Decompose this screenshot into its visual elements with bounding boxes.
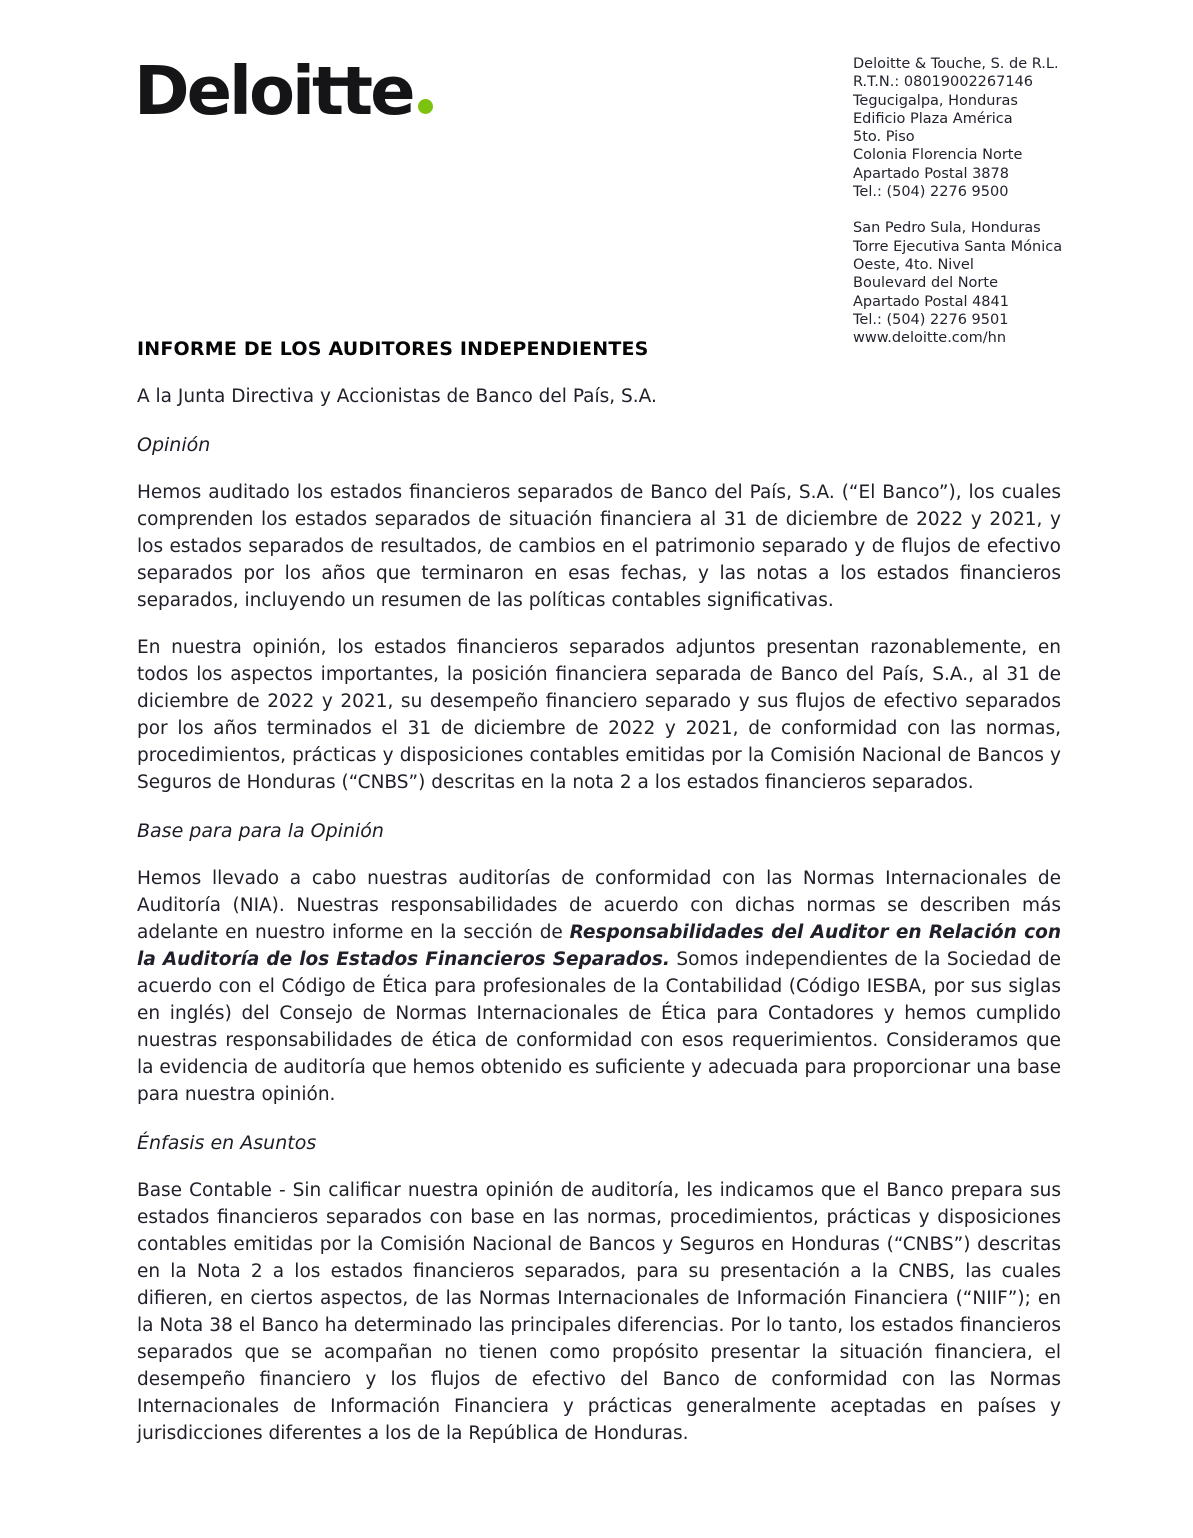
letter-body	[137, 336, 1061, 1447]
address-line: Colonia Florencia Norte	[853, 147, 1023, 164]
deloitte-logo	[134, 52, 433, 130]
opinion-paragraph-1: Hemos auditado los estados financieros separados de Banco del País, S.A. (“El Banco”), los cuales comprenden los estados separados de situación financiera al 31 de diciembre de 2022 y 2021, y los estados separados de resultados, de cambios en el patrimonio separado y de flujos de efectivo separados por los años que terminaron en esas fechas, y las notas a los estados financieros separados, incluyendo un resumen de las políticas contables significativas.	[137, 482, 1061, 611]
text-segment: Somos independientes de la Sociedad de acuerdo con el Código de Ética para profesionales de la Contabilidad (Código IESBA, por sus siglas en inglés) del Consejo de Normas Internacionales de Ética para Contadores y hemos cumplido nuestras responsabilidades de ética de conformidad con esos requerimientos. Consideramos que la evidencia de auditoría que hemos obtenido es suficiente y adecuada para proporcionar una base para nuestra opinión.	[137, 949, 1061, 1105]
address-line: Tel.: (504) 2276 9500	[853, 184, 1009, 201]
address-line: Edificio Plaza América	[853, 110, 1013, 127]
address-line: Tegucigalpa, Honduras	[853, 92, 1018, 109]
letterhead-addresses	[853, 55, 1113, 347]
address-line: www.deloitte.com/hn	[853, 330, 1007, 347]
address-line: 5to. Piso	[853, 129, 915, 146]
address-line: Torre Ejecutiva Santa Mónica	[853, 238, 1063, 255]
addressee-line: A la Junta Directiva y Accionistas de Banco del País, S.A.	[137, 386, 657, 407]
report-title: INFORME DE LOS AUDITORES INDEPENDIENTES	[137, 338, 649, 360]
address-line: Boulevard del Norte	[853, 275, 998, 292]
emphasis-of-matters-paragraph: Base Contable - Sin calificar nuestra opinión de auditoría, les indicamos que el Banco prepara sus estados financieros separados con base en las normas, procedimientos, prácticas y disposiciones contables emitidas por la Comisión Nacional de Bancos y Seguros en Honduras (“CNBS”) descritas en la Nota 2 a los estados financieros separados, para su presentación a la CNBS, las cuales difieren, en ciertos aspectos, de las Normas Internacionales de Información Financiera (“NIIF”); en la Nota 38 el Banco ha determinado las principales diferencias. Por lo tanto, los estados financieros separados que se acompañan no tienen como propósito presentar la situación financiera, el desempeño financiero y los flujos de efectivo del Banco de conformidad con las Normas Internacionales de Información Financiera y prácticas generalmente aceptadas en países y jurisdicciones diferentes a los de la República de Honduras.	[137, 1180, 1061, 1444]
opinion-paragraph-2: En nuestra opinión, los estados financieros separados adjuntos presentan razonablemente, en todos los aspectos importantes, la posición financiera separada de Banco del País, S.A., al 31 de diciembre de 2022 y 2021, su desempeño financiero separado y sus flujos de efectivo separados por los años terminados el 31 de diciembre de 2022 y 2021, de conformidad con las normas, procedimientos, prácticas y disposiciones contables emitidas por la Comisión Nacional de Bancos y Seguros de Honduras (“CNBS”) descritas en la nota 2 a los estados financieros separados.	[137, 637, 1061, 793]
address-line: Tel.: (504) 2276 9501	[853, 311, 1009, 328]
address-block-san-pedro-sula	[853, 219, 1113, 347]
address-block-tegucigalpa	[853, 55, 1113, 201]
address-line: R.T.N.: 08019002267146	[853, 74, 1034, 91]
text-segment: Hemos llevado a cabo nuestras auditorías de conformidad con las Normas Internacionales de Auditoría (NIA). Nuestras responsabilidades de acuerdo con dichas normas se describen más adelante en nuestro informe en la sección de	[137, 868, 1061, 943]
basis-for-opinion-paragraph	[137, 865, 1061, 1108]
text-segment: Responsabilidades del Auditor en Relación con la Auditoría de los Estados Financieros Separados.	[137, 922, 1061, 970]
address-line: Deloitte & Touche, S. de R.L.	[853, 56, 1059, 72]
address-line: Apartado Postal 4841	[853, 293, 1009, 310]
address-line: Oeste, 4to. Nivel	[853, 256, 974, 273]
section-heading-emphasis-of-matters: Énfasis en Asuntos	[137, 1132, 317, 1154]
section-heading-basis-for-opinion: Base para para la Opinión	[137, 820, 384, 842]
section-heading-opinion: Opinión	[137, 434, 211, 456]
address-line: Apartado Postal 3878	[853, 165, 1009, 182]
deloitte-green-dot-icon	[418, 99, 433, 114]
address-line: San Pedro Sula, Honduras	[853, 220, 1041, 237]
deloitte-logo-text: Deloitte	[134, 52, 413, 130]
